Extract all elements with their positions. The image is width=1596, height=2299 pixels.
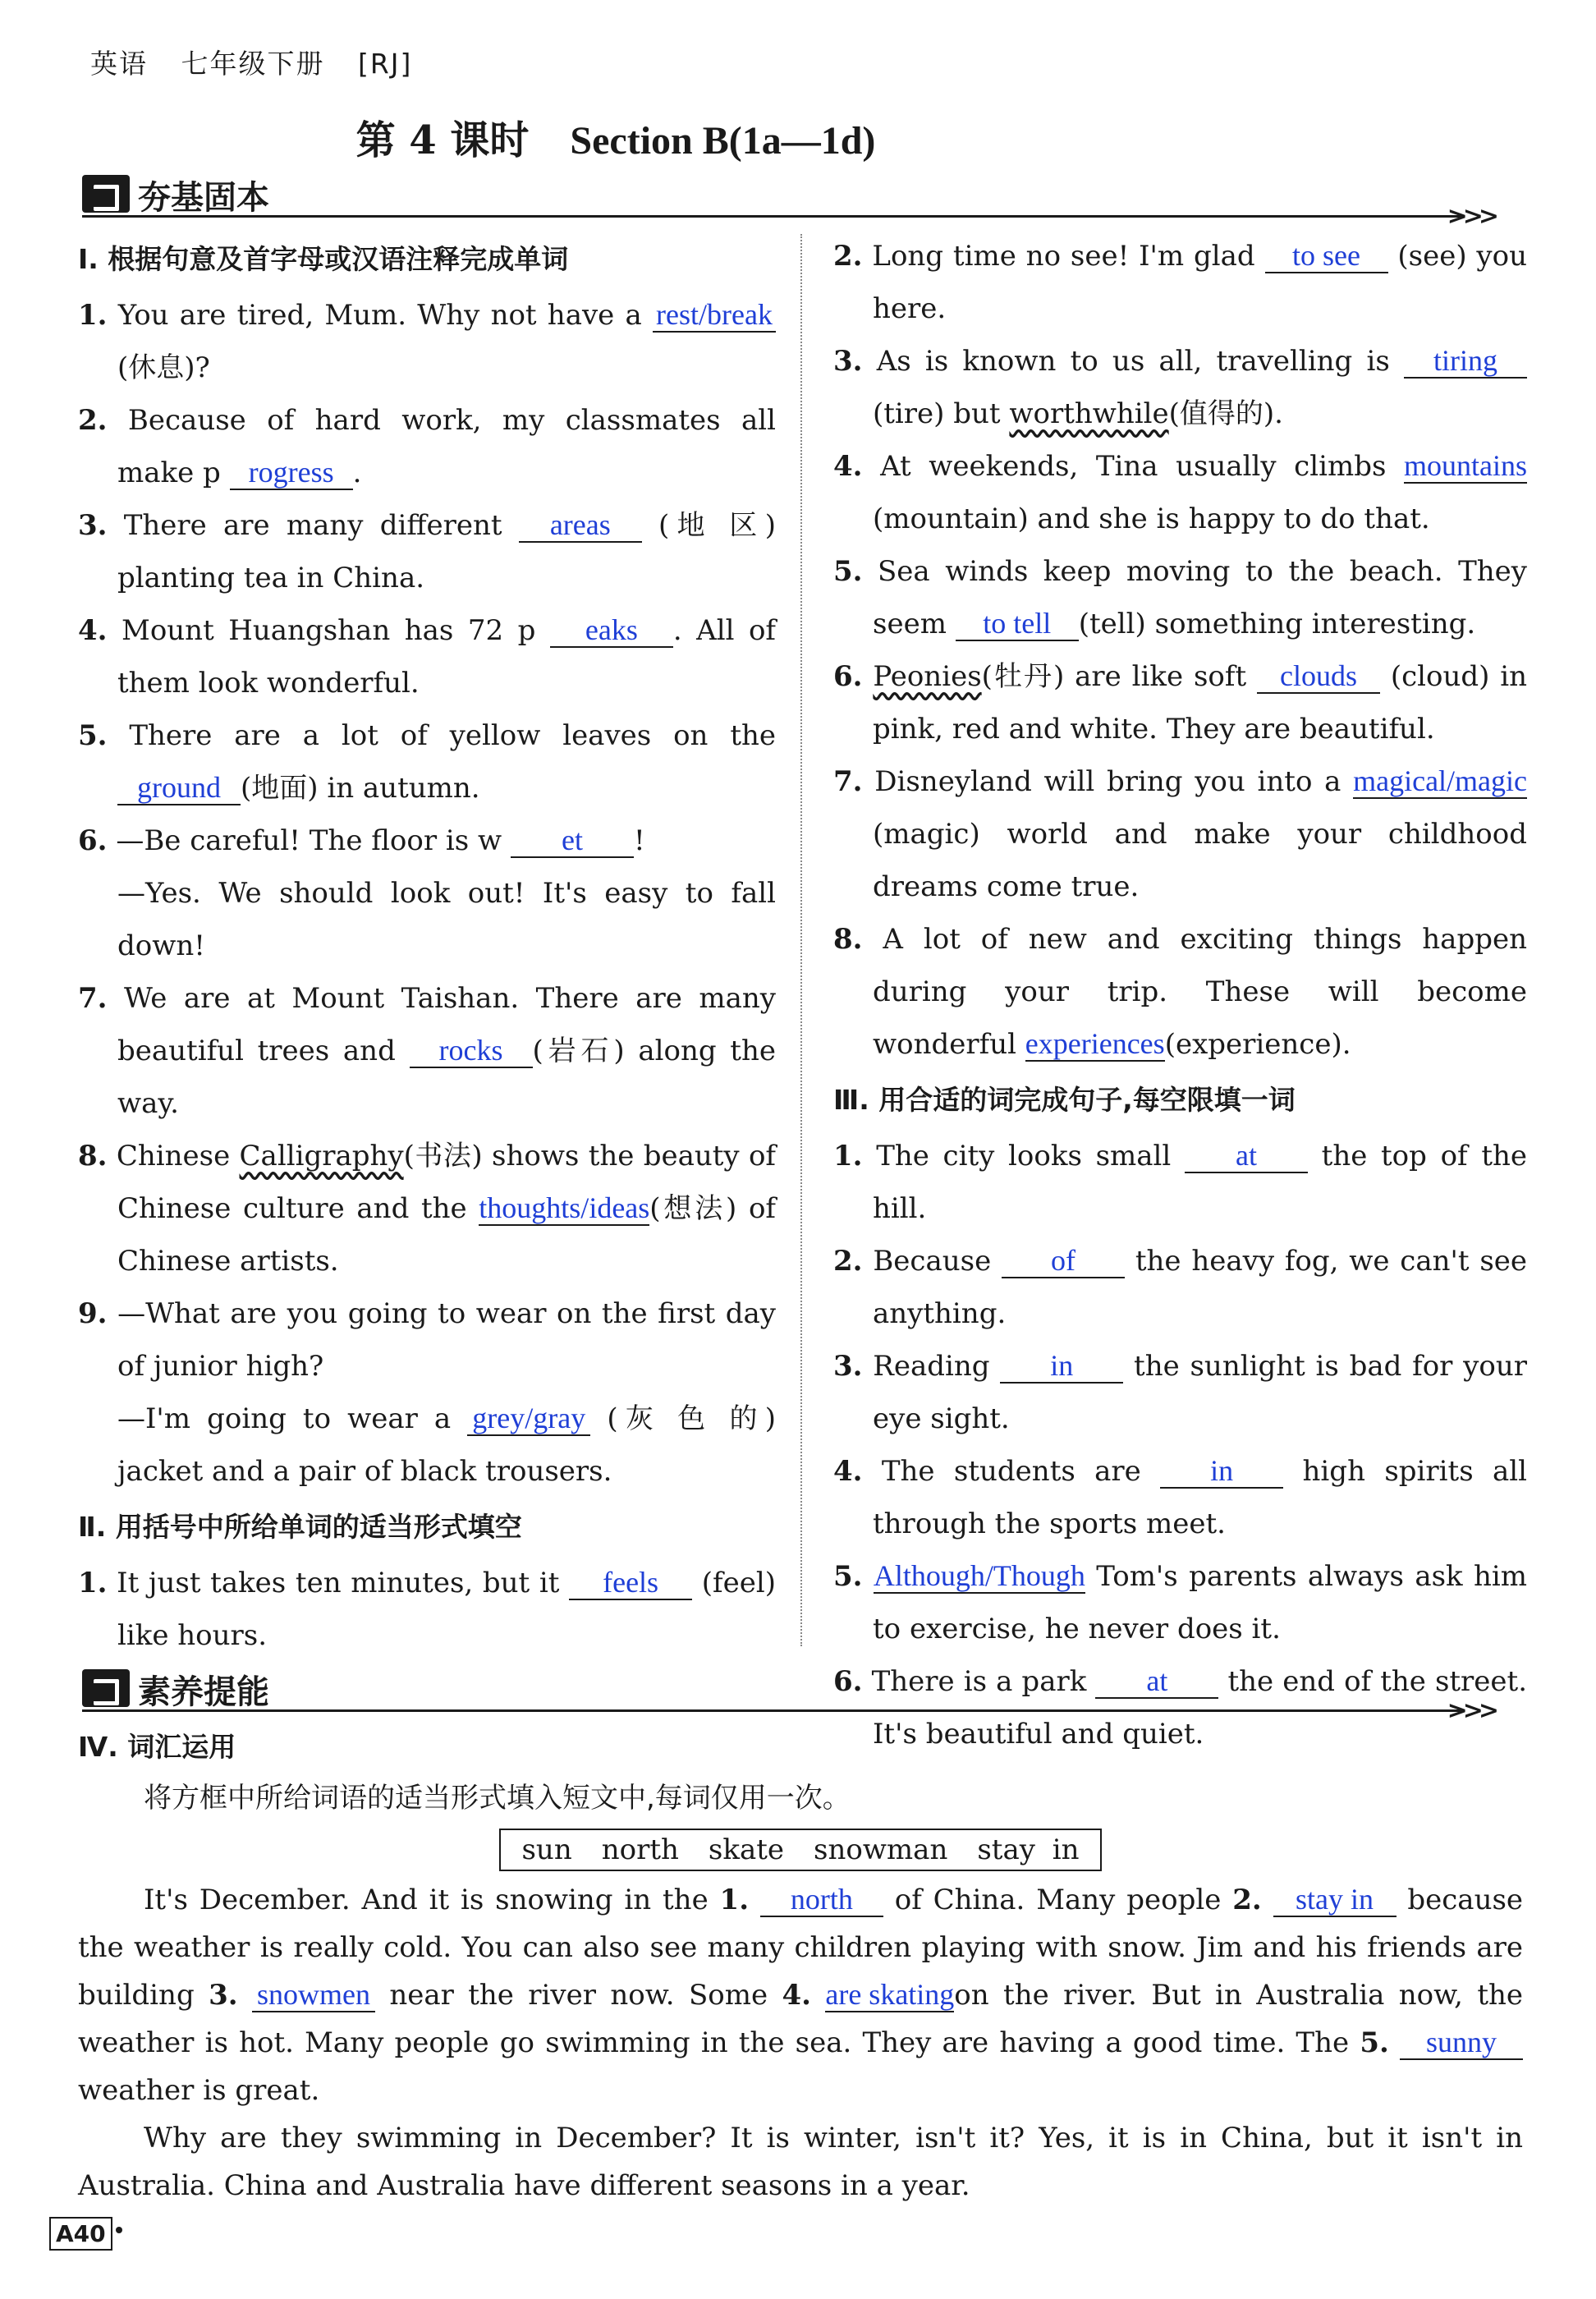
word: snowman <box>814 1833 948 1866</box>
section-rule <box>82 1709 1461 1712</box>
part1-q7: 7. We are at Mount Taishan. There are many beautiful trees and rocks (岩石) along the way. <box>78 982 776 1120</box>
word-box <box>499 1829 1102 1871</box>
part2-q6: 6. Peonies(牡丹) are like soft clouds (cloud) in pink, red and white. They are beautiful. <box>833 659 1528 746</box>
right-column <box>833 230 1527 1760</box>
word: skate <box>708 1833 785 1866</box>
part2-heading: Ⅱ. 用括号中所给单词的适当形式填空 <box>78 1511 522 1543</box>
left-column <box>78 230 776 1662</box>
answer-blank: mountains <box>1404 449 1527 482</box>
answer-blank: in <box>1160 1454 1283 1489</box>
answer-blank: et <box>511 824 634 858</box>
part1-q3: 3. There are many different areas (地 区) planting tea in China. <box>78 508 776 594</box>
answer-blank: at <box>1095 1664 1218 1699</box>
answer-blank: areas <box>519 508 642 543</box>
part1-q2: 2. Because of hard work, my classmates all make p rogress . <box>78 404 776 489</box>
subject: 英语 <box>90 48 148 80</box>
answer-blank: feels <box>569 1566 692 1600</box>
part4-instruction: 将方框中所给词语的适当形式填入短文中,每词仅用一次。 <box>144 1782 851 1815</box>
section-label: 素养提能 <box>138 1673 269 1711</box>
part2-q2: 2. Long time no see! I'm glad to see (see) you here. <box>833 239 1528 325</box>
answer-blank: north <box>760 1883 883 1917</box>
answer-blank: in <box>1000 1349 1123 1384</box>
part3-heading: Ⅲ. 用合适的词完成句子,每空限填一词 <box>833 1084 1296 1116</box>
lesson-title <box>0 108 1231 165</box>
word: sun <box>521 1833 572 1866</box>
answer-blank: rogress <box>230 456 353 490</box>
grade: 七年级下册 <box>181 48 325 80</box>
answer-blank: Although/Though <box>873 1559 1085 1592</box>
part1-q9: 9. —What are you going to wear on the first day of junior high? <box>78 1297 777 1383</box>
answer-blank: stay in <box>1273 1883 1396 1917</box>
answer-blank: to see <box>1265 239 1388 273</box>
passage-paragraph-2: Why are they swimming in December? It is winter, isn't it? Yes, it is in China, but it isn't in Australia. China and Australia have different seasons in a year. <box>78 2122 1523 2202</box>
part1-q6: 6. —Be careful! The floor is w et ! <box>78 824 645 857</box>
page-number: A40 <box>49 2217 112 2251</box>
answer-blank: rest/break <box>653 298 776 333</box>
section-rule <box>82 215 1461 218</box>
answer-blank: at <box>1185 1139 1308 1173</box>
part4-block <box>78 1720 1523 2210</box>
part2-q1: 1. It just takes ten minutes, but it feels (feel) like hours. <box>78 1566 776 1652</box>
edition: [RJ] <box>358 48 413 80</box>
section-label: 夯基固本 <box>138 179 269 217</box>
word: north <box>601 1833 679 1866</box>
answer-blank: of <box>1002 1244 1125 1278</box>
answer-blank: rocks <box>410 1034 533 1068</box>
answer-blank: sunny <box>1400 2026 1523 2060</box>
part2-q4: 4. At weekends, Tina usually climbs mountains (mountain) and she is happy to do that. <box>833 449 1527 535</box>
answer-blank: magical/magic <box>1353 764 1528 797</box>
part1-q8: 8. Chinese Calligraphy(书法) shows the beauty of Chinese culture and the thoughts/ideas(想法) of Chinese artists. <box>78 1140 776 1278</box>
arrow-icon <box>82 1669 130 1707</box>
arrow-icon <box>82 175 130 213</box>
answer-blank: experiences <box>1025 1027 1165 1060</box>
chevrons-icon: >>> <box>1447 202 1494 231</box>
passage-paragraph-1: It's December. And it is snowing in the 1. north of China. Many people 2. stay in because the weather is really cold. You can also see many children playing with snow. Jim and his friends are building 3. snowmen near the river now. Some 4. are skatingon the river. But in Australia now, the weather is hot. Many people go swimming in the sea. They are having a good time. The 5. sunny weather is great. <box>78 1883 1524 2107</box>
answer-blank: eaks <box>550 613 673 648</box>
answer-blank: to tell <box>956 607 1079 641</box>
part3-q6: 6. There is a park at the end of the street. It's beautiful and quiet. <box>833 1664 1528 1751</box>
section-header-advanced <box>82 1663 1494 1725</box>
section-header-basic <box>82 168 1494 231</box>
part3-q1: 1. The city looks small at the top of the hill. <box>833 1139 1528 1225</box>
part3-q3: 3. Reading in the sunlight is bad for your eye sight. <box>833 1349 1528 1435</box>
part1-q5: 5. There are a lot of yellow leaves on the ground (地面) in autumn. <box>78 719 776 805</box>
column-divider <box>800 234 802 1646</box>
part3-q2: 2. Because of the heavy fog, we can't see anything. <box>833 1244 1528 1330</box>
part2-q3: 3. As is known to us all, travelling is tiring (tire) but worthwhile(值得的). <box>833 335 1527 440</box>
answer-blank: thoughts/ideas <box>479 1191 650 1224</box>
part3-q4: 4. The students are in high spirits all through the sports meet. <box>833 1454 1528 1540</box>
answer-blank: tiring <box>1404 344 1527 379</box>
answer-blank: are skating <box>825 1978 955 2011</box>
part1-q6-reply: —Yes. We should look out! It's easy to fall down! <box>117 877 776 962</box>
part2-q8: 8. A lot of new and exciting things happen during your trip. These will become wonderful experiences(experience). <box>833 923 1528 1061</box>
part1-heading: Ⅰ. 根据句意及首字母或汉语注释完成单词 <box>78 243 569 275</box>
answer-blank: grey/gray <box>467 1402 590 1436</box>
part2-q7: 7. Disneyland will bring you into a magical/magic (magic) world and make your childhood dreams come true. <box>833 764 1528 903</box>
answer-blank: clouds <box>1257 659 1380 694</box>
part1-q1: 1. You are tired, Mum. Why not have a rest/break(休息)? <box>78 289 776 394</box>
running-header <box>90 43 435 81</box>
part1-q4: 4. Mount Huangshan has 72 p eaks . All of them look wonderful. <box>78 613 777 700</box>
part4-heading: Ⅳ. 词汇运用 <box>78 1731 236 1763</box>
answer-blank: snowmen <box>252 1978 375 2012</box>
part1-q9-reply: —I'm going to wear a grey/gray (灰 色 的) jacket and a pair of black trousers. <box>117 1402 776 1488</box>
part3-q5: 5. Although/Though Tom's parents always ask him to exercise, he never does it. <box>833 1559 1528 1645</box>
part2-q5: 5. Sea winds keep moving to the beach. They seem to tell (tell) something interesting. <box>833 555 1528 640</box>
lesson-section: Section B(1a—1d) <box>570 119 876 163</box>
word: stay in <box>977 1833 1080 1866</box>
lesson-number: 第 4 课时 <box>355 117 530 163</box>
answer-blank: ground <box>117 771 241 805</box>
chevrons-icon: >>> <box>1447 1696 1494 1725</box>
